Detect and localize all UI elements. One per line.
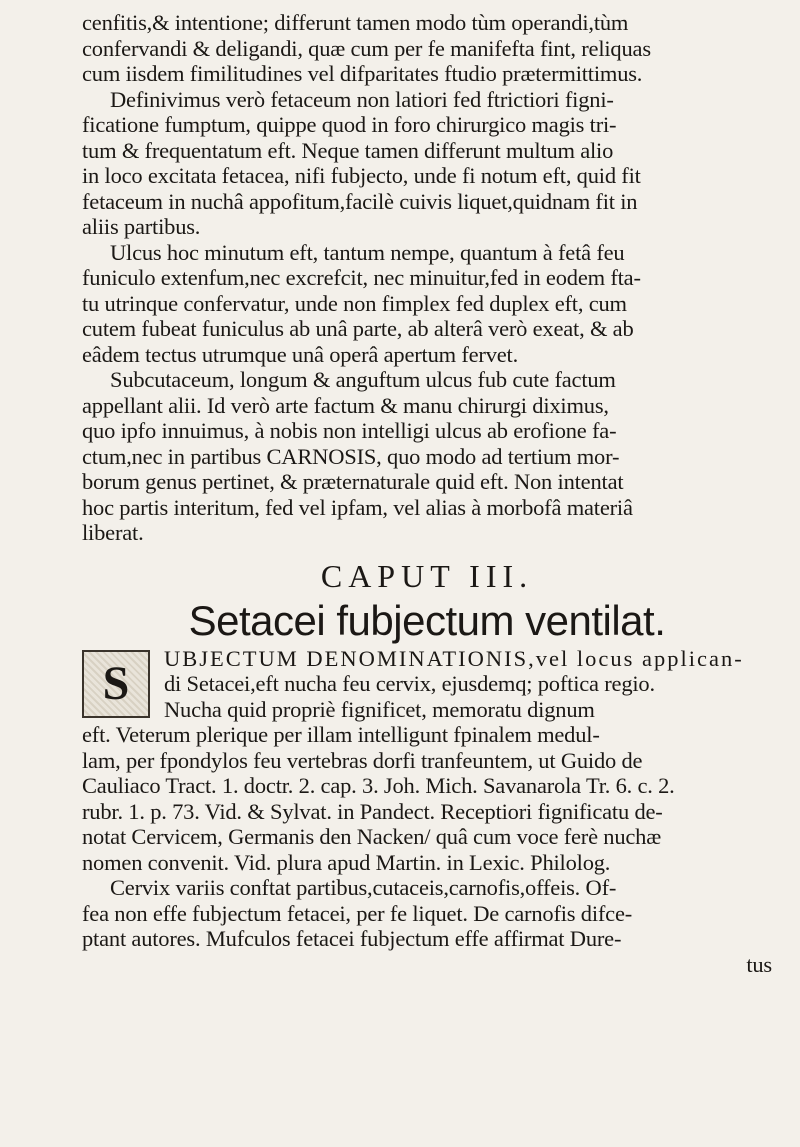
text-line: confervandi & deligandi, quæ cum per fe manifefta fint, reliquas xyxy=(82,35,651,61)
text-line: quo ipfo innuimus, à nobis non intelligi ulcus ab erofione fa- xyxy=(82,418,617,443)
text-line: nomen convenit. Vid. plura apud Martin. in Lexic. Philolog. xyxy=(82,849,611,875)
text-line: cenfitis,& intentione; differunt tamen modo tùm operandi,tùm xyxy=(82,10,629,35)
paragraph-2 xyxy=(82,87,772,240)
text-line: Subcutaceum, longum & anguftum ulcus fub cute factum xyxy=(110,367,616,392)
catchword: tus xyxy=(746,951,772,977)
text-line: eâdem tectus utrumque unâ operâ apertum fervet. xyxy=(82,341,519,367)
text-line: Ulcus hoc minutum eft, tantum nempe, quantum à fetâ feu xyxy=(110,239,625,265)
text-line: ctum,nec in partibus CARNOSIS, quo modo ad tertium mor- xyxy=(82,443,620,469)
text-line: Nucha quid propriè fignificet, memoratu dignum xyxy=(164,696,595,722)
text-line: UBJECTUM DENOMINATIONIS,vel locus applican- xyxy=(164,645,744,671)
text-line: borum genus pertinet, & præternaturale quid eft. Non intentat xyxy=(82,469,624,494)
text-line: fetaceum in nuchâ appofitum,facilè cuivis liquet,quidnam fit in xyxy=(82,188,638,214)
paragraph-5 xyxy=(82,646,772,876)
paragraph-1 xyxy=(82,10,772,87)
text-line: ptant autores. Mufculos fetacei fubjectum effe affirmat Dure- xyxy=(82,926,622,951)
text-line: ficatione fumptum, quippe quod in foro chirurgico magis tri- xyxy=(82,112,617,137)
text-line: notat Cervicem, Germanis den Nacken/ quâ cum voce ferè nuchæ xyxy=(82,824,662,849)
text-line: cum iisdem fimilitudines vel difparitates ftudio prætermittimus. xyxy=(82,61,643,86)
chapter-title: Setacei fubjectum ventilat. xyxy=(188,596,666,644)
text-line: tu utrinque confervatur, unde non fimplex fed duplex eft, cum xyxy=(82,290,627,316)
text-line: liberat. xyxy=(82,520,144,545)
decorated-initial: S xyxy=(82,650,150,718)
paragraph-4 xyxy=(82,367,772,546)
page-text xyxy=(82,10,772,977)
text-line: Definivimus verò fetaceum non latiori fed ftrictiori figni- xyxy=(110,86,614,112)
text-line: lam, per fpondylos feu vertebras dorfi tranfeuntem, ut Guido de xyxy=(82,747,643,773)
text-line: funiculo extenfum,nec excrefcit, nec minuitur,fed in eodem fta- xyxy=(82,265,641,290)
text-line: eft. Veterum plerique per illam intelligunt fpinalem medul- xyxy=(82,722,600,747)
text-line: rubr. 1. p. 73. Vid. & Sylvat. in Pandect. Receptiori fignificatu de- xyxy=(82,798,663,824)
text-line: in loco excitata fetacea, nifi fubjecto, unde fi notum eft, quid fit xyxy=(82,163,641,188)
text-line: tum & frequentatum eft. Neque tamen differunt multum alio xyxy=(82,137,614,163)
chapter-heading: CAPUT III. xyxy=(320,557,534,594)
text-line: Cauliaco Tract. 1. doctr. 2. cap. 3. Joh. Mich. Savanarola Tr. 6. c. 2. xyxy=(82,773,675,798)
text-line: Cervix variis conftat partibus,cutaceis,carnofis,offeis. Of- xyxy=(110,875,617,900)
paragraph-3 xyxy=(82,240,772,368)
text-line: aliis partibus. xyxy=(82,214,201,239)
paragraph-6 xyxy=(82,875,772,977)
text-line: appellant alii. Id verò arte factum & manu chirurgi diximus, xyxy=(82,392,609,418)
text-line: fea non effe fubjectum fetacei, per fe liquet. De carnofis difce- xyxy=(82,900,633,926)
text-line: cutem fubeat funiculus ab unâ parte, ab alterâ verò exeat, & ab xyxy=(82,316,634,341)
text-line: hoc partis interitum, fed vel ipfam, vel alias à morbofâ materiâ xyxy=(82,494,633,520)
text-line: di Setacei,eft nucha feu cervix, ejusdemq; poftica regio. xyxy=(164,671,655,696)
